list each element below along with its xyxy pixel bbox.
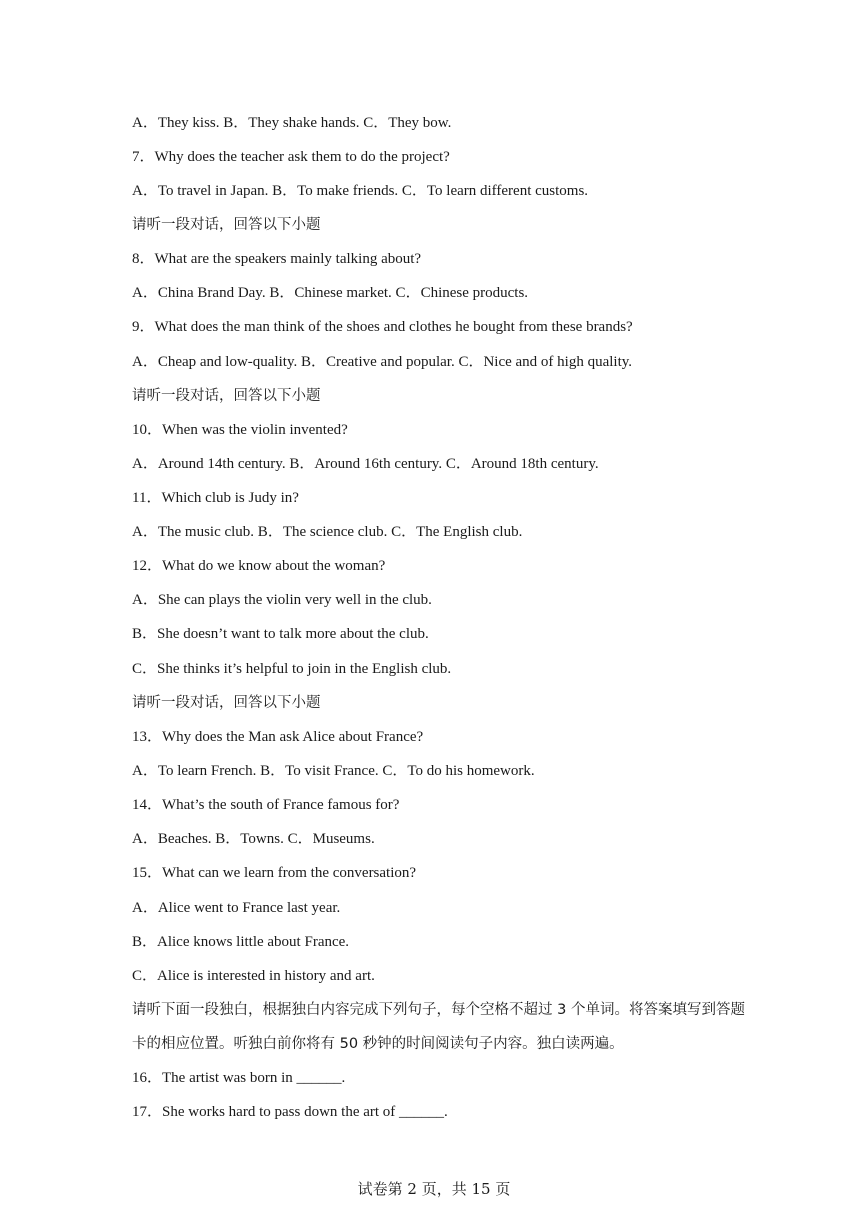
q8-options: A．China Brand Day. B．Chinese market. C．Chinese products. (132, 285, 529, 301)
section-instruction: 请听一段对话，回答以下小题 (132, 217, 321, 233)
question-17: 17．She works hard to pass down the art of ______. (132, 1104, 448, 1120)
q11-options: A．The music club. B．The science club. C．The English club. (132, 524, 523, 540)
section-instruction: 请听一段对话，回答以下小题 (132, 695, 321, 711)
question-11: 11．Which club is Judy in? (132, 490, 299, 506)
page-footer: 试卷第 2 页，共 15 页 (357, 1180, 511, 1198)
q14-options: A．Beaches. B．Towns. C．Museums. (132, 831, 375, 847)
question-14: 14．What’s the south of France famous for? (132, 797, 400, 813)
q7-options: A．To travel in Japan. B．To make friends. C．To learn different customs. (132, 183, 589, 199)
q15-option-b: B．Alice knows little about France. (132, 934, 350, 950)
question-9: 9．What does the man think of the shoes and clothes he bought from these brands? (132, 319, 633, 335)
q12-option-b: B．She doesn’t want to talk more about the club. (132, 626, 429, 642)
question-15: 15．What can we learn from the conversation? (132, 865, 417, 881)
q12-option-c: C．She thinks it’s helpful to join in the English club. (132, 661, 452, 677)
question-16: 16．The artist was born in ______. (132, 1070, 346, 1086)
question-12: 12．What do we know about the woman? (132, 558, 386, 574)
question-10: 10．When was the violin invented? (132, 422, 348, 438)
question-8: 8．What are the speakers mainly talking about? (132, 251, 422, 267)
section-instruction: 请听一段对话，回答以下小题 (132, 388, 321, 404)
q6-options: A．They kiss. B．They shake hands. C．They bow. (132, 115, 452, 131)
q12-option-a: A．She can plays the violin very well in the club. (132, 592, 432, 608)
q10-options: A．Around 14th century. B．Around 16th century. C．Around 18th century. (132, 456, 599, 472)
question-13: 13．Why does the Man ask Alice about France? (132, 729, 424, 745)
monologue-instruction: 请听下面一段独白，根据独白内容完成下列句子，每个空格不超过 3 个单词。将答案填写到答题卡的相应位置。听独白前你将有 50 秒钟的时间阅读句子内容。独白读两遍。 (132, 1002, 745, 1052)
q15-option-c: C．Alice is interested in history and art. (132, 968, 375, 984)
q13-options: A．To learn French. B．To visit France. C．To do his homework. (132, 763, 535, 779)
q15-option-a: A．Alice went to France last year. (132, 900, 341, 916)
q9-options: A．Cheap and low-quality. B．Creative and popular. C．Nice and of high quality. (132, 354, 633, 370)
question-7: 7．Why does the teacher ask them to do the project? (132, 149, 450, 165)
